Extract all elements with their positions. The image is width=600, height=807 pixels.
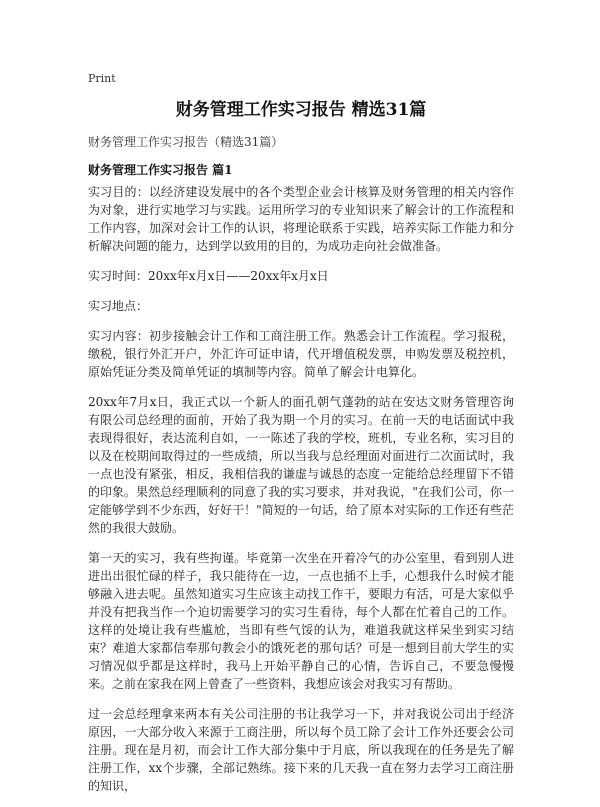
paragraph-time: 实习时间：20xx年x月x日——20xx年x月x日 (88, 269, 329, 283)
document-subtitle: 财务管理工作实习报告（精选31篇） (88, 135, 284, 149)
paragraph-first-day-interview: 20xx年7月x日，我正式以一个新人的面孔朝气蓬勃的站在安达文财务管理咨询有限公司总经理的面前，开始了我为期一个月的实习。在前一天的电话面试中我表现得很好，表达流利自如，一一陈述了我的学校，班机，专业名称，实习目的以及在校期间取得过的一些成绩，所以当我与总经理面对面进行二次面试时，我一点也没有紧张，相反，我相信我的谦虚与诚恳的态度一定能给总经理留下不错的印象。果然总经理顺利的同意了我的实习要求，并对我说，"在我们公司，你一定能够学到不少东西，好好干！"简短的一句话，给了原本对实际的工作还有些茫然的我很大鼓励。 (88, 395, 514, 535)
paragraph-location: 实习地点： (88, 299, 149, 313)
section-heading: 财务管理工作实习报告 篇1 (88, 163, 233, 177)
paragraph-purpose: 实习目的：以经济建设发展中的各个类型企业会计核算及财务管理的相关内容作为对象，进行实地学习与实践。运用所学习的专业知识来了解会计的工作流程和工作内容，加深对会计工作的认识，将理论联系于实践，培养实际工作能力和分析解决问题的能力，达到学以致用的目的，为成功走向社会做准备。 (88, 185, 514, 253)
paragraph-first-day-work: 第一天的实习，我有些拘谨。毕竟第一次坐在开着冷气的办公室里，看到别人进进出出很忙碌的样子，我只能待在一边，一点也插不上手，心想我什么时候才能够融入进去呢。虽然知道实习生应该主动找工作干，要眼力有活，可是大家似乎并没有把我当作一个迫切需要学习的实习生看待，每个人都在忙着自己的工作。这样的处境让我有些尴尬，当即有些气馁的认为，难道我就这样呆坐到实习结束？难道大家都信奉那句教会小的饿死老的那句话？可是一想到目前大学生的实习情况似乎都是这样时，我马上开始平静自己的心情，告诉自己，不要急慢慢来。之前在家我在网上曾查了一些资料，我想应该会对我实习有帮助。 (88, 551, 514, 691)
paragraph-registration: 过一会总经理拿来两本有关公司注册的书让我学习一下，并对我说公司出于经济原因，一大部分收入来源于工商注册，所以每个员工除了会计工作外还要会公司注册。现在是月初，而会计工作大部分集中于月底，所以我现在的任务是先了解注册工作，xx个步骤，全部记熟练。接下来的几天我一直在努力去学习工商注册的知识， (88, 707, 514, 793)
print-link[interactable]: Print (88, 72, 116, 85)
document-title: 财务管理工作实习报告 精选31篇 (175, 100, 427, 120)
document-body (88, 183, 514, 807)
paragraph-content: 实习内容：初步接触会计工作和工商注册工作。熟悉会计工作流程。学习报税，缴税，银行外汇开户，外汇许可证申请，代开增值税发票，申购发票及税控机，原始凭证分类及简单凭证的填制等内容。简单了解会计电算化。 (88, 329, 514, 379)
